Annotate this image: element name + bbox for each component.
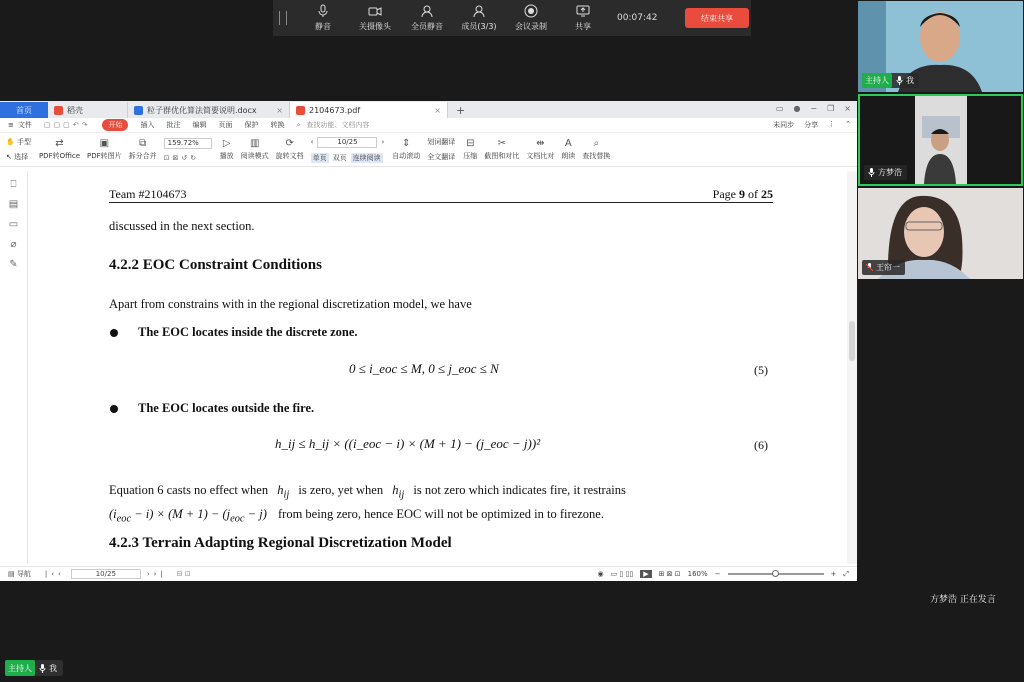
button-label: 文档比对 — [526, 151, 555, 160]
participant-tag — [864, 165, 907, 180]
camera-icon — [368, 4, 382, 18]
button-label: 阅读模式 — [240, 151, 269, 160]
status-right — [597, 570, 849, 579]
menu-convert[interactable]: 转换 — [270, 121, 285, 129]
search-icon: ⌕ — [593, 137, 600, 149]
scissors-icon: ✂ — [497, 137, 506, 149]
tab-label: 稻壳 — [67, 105, 83, 115]
zoom-slider-knob[interactable] — [772, 570, 779, 577]
play-icon: ▷ — [222, 137, 231, 149]
rotate-icon: ⟳ — [285, 137, 294, 149]
page-nav — [311, 137, 385, 148]
users-mute-icon — [420, 4, 434, 18]
paragraph: discussed in the next section. — [109, 219, 255, 233]
attachment-icon[interactable]: ⌀ — [10, 239, 17, 250]
menu-insert[interactable]: 插入 — [140, 121, 155, 129]
camera-button[interactable] — [349, 0, 401, 36]
read-mode-button[interactable] — [241, 139, 269, 161]
capture-compare-button[interactable] — [484, 139, 519, 161]
participant-name: 方梦浩 — [878, 168, 902, 177]
image-icon: ▣ — [99, 137, 110, 149]
share-button[interactable] — [557, 0, 609, 36]
drag-handle[interactable] — [279, 11, 287, 25]
tab-home[interactable] — [0, 102, 48, 118]
cursor-mode-group — [6, 137, 31, 162]
document-viewport[interactable] — [29, 171, 847, 564]
nav-label: 导航 — [16, 570, 31, 578]
avatar[interactable]: ● — [793, 104, 801, 113]
members-button[interactable] — [453, 0, 505, 36]
record-button[interactable] — [505, 0, 557, 36]
bullet-item: The EOC locates outside the fire. — [138, 401, 315, 415]
search-input[interactable]: 查找功能、文档内容 — [306, 121, 370, 129]
menu-bar — [0, 118, 857, 133]
page-input[interactable]: 10/25 — [317, 137, 377, 148]
speaking-indicator: 方梦浩 正在发言 — [930, 595, 996, 605]
host-badge: 主持人 — [862, 73, 892, 88]
next-last-icons[interactable]: ››| — [146, 570, 167, 578]
share-label: 共享 — [575, 22, 591, 31]
sync-status[interactable]: 未同步 — [773, 121, 795, 129]
read-aloud-button[interactable] — [561, 139, 575, 161]
docer-icon — [54, 106, 63, 115]
zoom-slider[interactable] — [728, 573, 824, 575]
paragraph: Equation 6 casts no effect when $h_{ij}$ is zero, yet when $h_{ij}$ is not zero which indicates fire, it restrains — [109, 483, 626, 501]
play-icon[interactable]: ▶ — [640, 570, 651, 578]
window-controls — [776, 104, 851, 113]
microphone-icon — [316, 4, 330, 18]
tab-docer[interactable] — [48, 102, 128, 118]
button-label: 朗读 — [561, 151, 576, 160]
fit-icons[interactable]: ⊟ ⊡ — [176, 570, 191, 578]
share-button[interactable]: 分享 — [804, 121, 819, 129]
self-tag — [5, 660, 63, 676]
participant-name: 我 — [906, 76, 914, 85]
word-doc-icon — [134, 106, 143, 115]
thumbnail-icon[interactable]: ▤ — [8, 199, 19, 210]
tab-docx[interactable] — [128, 102, 290, 118]
menu-page[interactable]: 页面 — [218, 121, 233, 129]
button-label: 拆分合并 — [128, 151, 157, 160]
text-run: Equation 6 casts no effect when — [109, 483, 269, 497]
section-heading: 4.2.3 Terrain Adapting Regional Discretization Model — [109, 535, 452, 551]
video-tile-wangdiyi[interactable] — [858, 188, 1023, 279]
collapse-icon[interactable]: ⌃ — [845, 120, 851, 128]
host-badge: 主持人 — [5, 660, 35, 676]
hand-tool[interactable]: ✋ 手型 — [6, 138, 31, 146]
mute-all-button[interactable] — [401, 0, 453, 36]
participant-tag — [862, 73, 919, 88]
bullet-item: The EOC locates inside the discrete zone. — [138, 325, 358, 339]
menu-edit[interactable]: 编辑 — [192, 121, 207, 129]
layout-icons[interactable]: ▭ ▯ ▯▯ — [610, 570, 634, 578]
tab-pdf[interactable] — [290, 102, 448, 118]
page-of: of — [748, 187, 758, 201]
wps-window — [0, 101, 857, 581]
tab-label: 2104673.pdf — [309, 105, 361, 115]
pdf-icon — [296, 106, 305, 115]
tab-label: 首页 — [16, 105, 32, 115]
ribbon — [0, 133, 857, 167]
autoscroll-button[interactable] — [392, 139, 420, 161]
quick-access-icons[interactable]: ▢▢▢↶↷ — [43, 121, 91, 129]
left-sidebar — [0, 171, 28, 564]
zoom-select[interactable]: 159.72% — [164, 138, 212, 149]
pdf-to-image-button[interactable] — [87, 139, 122, 161]
zoom-group — [164, 138, 212, 162]
word-translate-button[interactable]: 划词翻译 — [427, 138, 456, 146]
page-prefix: Page — [712, 187, 736, 201]
video-tile-fangmenghao[interactable] — [858, 94, 1023, 186]
fit-page-icons[interactable]: ⊞ ⊠ ⊡ — [658, 570, 681, 578]
menu-right — [773, 120, 851, 130]
zoom-in-icon[interactable]: + — [830, 570, 837, 578]
minimize-icon[interactable]: − — [810, 104, 818, 113]
team-number: Team #2104673 — [109, 187, 187, 201]
meeting-toolbar — [273, 0, 751, 36]
microphone-icon — [892, 76, 906, 85]
speaker-icon: A — [564, 137, 572, 149]
self-name: 我 — [49, 663, 57, 673]
paragraph: $(i_{eoc} - i) \times (M + 1) - (j_{eoc} - j)$ from being zero, hence EOC will not be optimized in to firezone. — [109, 507, 604, 525]
participant-tag — [862, 260, 905, 275]
double-page-button[interactable]: 双页 — [332, 153, 347, 162]
compare-icon: ⇹ — [536, 137, 545, 149]
microphone-icon — [35, 664, 49, 673]
full-translate-button[interactable]: 全文翻译 — [427, 153, 456, 161]
status-bar — [0, 566, 857, 581]
zoom-out-icon[interactable]: − — [714, 570, 721, 578]
members-label: 成员(3/3) — [461, 22, 497, 31]
equation-number: (6) — [754, 438, 768, 452]
video-tile-self[interactable] — [858, 1, 1023, 92]
new-tab-icon[interactable]: + — [456, 103, 466, 117]
menu-protect[interactable]: 保护 — [244, 121, 259, 129]
doc-compare-button[interactable] — [526, 139, 554, 161]
microphone-muted-icon — [862, 263, 876, 272]
equation: h_ij ≤ h_ij × ((i_eoc − i) × (M + 1) − (j_eoc − j))² — [275, 436, 541, 451]
select-tool[interactable]: ↖ 选择 — [6, 153, 29, 161]
bookmark-icon[interactable]: ⎕ — [10, 179, 17, 190]
mute-label: 静音 — [315, 22, 331, 31]
button-label: 查找替换 — [582, 151, 611, 160]
page-indicator — [713, 187, 773, 202]
scroll-icon: ⇕ — [402, 137, 411, 149]
hamburger-icon[interactable]: ≡ — [8, 121, 14, 129]
close-window-icon[interactable]: × — [844, 104, 851, 113]
compress-button[interactable] — [463, 139, 477, 161]
layout-icon[interactable]: ▭ — [775, 104, 784, 113]
button-label: 旋转文档 — [275, 151, 304, 160]
screen-share-icon — [576, 4, 590, 18]
equation-number: (5) — [754, 363, 768, 377]
menu-file[interactable]: 文件 — [17, 121, 32, 129]
mute-all-label: 全员静音 — [411, 22, 443, 31]
status-zoom[interactable]: 160% — [687, 570, 708, 578]
first-prev-icons[interactable]: |‹‹ — [44, 570, 65, 578]
paragraph: Apart from constrains with in the regional discretization model, we have — [109, 297, 472, 311]
continuous-button[interactable]: 连续阅读 — [352, 153, 381, 162]
translate-group — [427, 137, 455, 162]
end-share-button[interactable]: 结束共享 — [685, 8, 749, 28]
pdf-to-office-button[interactable] — [39, 139, 80, 161]
equation: 0 ≤ i_eoc ≤ M, 0 ≤ j_eoc ≤ N — [349, 361, 499, 376]
page-total: 25 — [761, 187, 773, 201]
button-label: 截图和对比 — [484, 151, 520, 160]
rotate-button[interactable] — [276, 139, 304, 161]
meeting-timer: 00:07:42 — [617, 13, 658, 23]
record-icon — [524, 4, 538, 18]
button-label: PDF转图片 — [87, 151, 122, 160]
convert-icon: ⇄ — [55, 137, 64, 149]
nav-toggle[interactable]: ▤ 导航 — [8, 570, 31, 578]
button-label: PDF转Office — [38, 151, 81, 160]
camera-label: 关摄像头 — [359, 22, 391, 31]
eye-icon[interactable]: ◉ — [597, 570, 604, 578]
menu-comment[interactable]: 批注 — [166, 121, 181, 129]
next-page-icon[interactable]: › — [381, 138, 385, 146]
fullscreen-icon[interactable]: ⤢ — [843, 569, 849, 578]
hand-label: 手型 — [16, 138, 31, 146]
prev-page-icon[interactable]: ‹ — [310, 138, 314, 146]
more-icon[interactable]: ⋮ — [828, 120, 836, 128]
close-icon[interactable]: × — [276, 105, 283, 115]
split-merge-button[interactable] — [129, 139, 157, 161]
record-label: 会议录制 — [515, 22, 547, 31]
view-tool-icons[interactable]: ⊡⊠↺↻ — [163, 153, 200, 162]
text-run: from being zero, hence EOC will not be optimized in to firezone. — [278, 507, 604, 521]
text-run: is zero, yet when — [298, 483, 384, 497]
page-number: 9 — [739, 187, 745, 201]
page-header — [109, 187, 773, 203]
button-label: 自动滚动 — [392, 151, 421, 160]
signature-icon[interactable]: ✎ — [9, 259, 18, 270]
text-run: is not zero which indicates fire, it restrains — [413, 483, 626, 497]
participant-name: 王帘一 — [876, 263, 900, 272]
vertical-scrollbar[interactable] — [847, 171, 857, 564]
restore-icon[interactable]: ❐ — [827, 104, 835, 113]
section-heading: 4.2.2 EOC Constraint Conditions — [109, 257, 322, 273]
status-page-input[interactable]: 10/25 — [71, 569, 141, 579]
tab-label: 粒子群优化算法简要说明.docx — [147, 105, 257, 115]
user-icon — [472, 4, 486, 18]
microphone-icon — [864, 168, 878, 177]
play-button[interactable] — [220, 139, 234, 161]
single-page-button[interactable]: 单页 — [312, 153, 327, 162]
button-label: 压缩 — [463, 151, 478, 160]
menu-start[interactable]: 开始 — [102, 119, 128, 131]
comment-icon[interactable]: ▭ — [8, 219, 19, 230]
search-icon: ⌕ — [296, 120, 301, 129]
mute-button[interactable] — [297, 0, 349, 36]
compress-icon: ⊟ — [466, 137, 475, 149]
tab-bar — [0, 101, 857, 118]
button-label: 播放 — [219, 151, 234, 160]
select-label: 选择 — [14, 153, 29, 161]
book-icon: ▥ — [249, 137, 260, 149]
scroll-thumb[interactable] — [849, 321, 855, 361]
layout-group — [311, 153, 385, 163]
page-group — [311, 137, 385, 163]
split-icon: ⧉ — [139, 137, 147, 149]
close-icon[interactable]: × — [434, 105, 441, 115]
find-replace-button[interactable] — [582, 139, 610, 161]
